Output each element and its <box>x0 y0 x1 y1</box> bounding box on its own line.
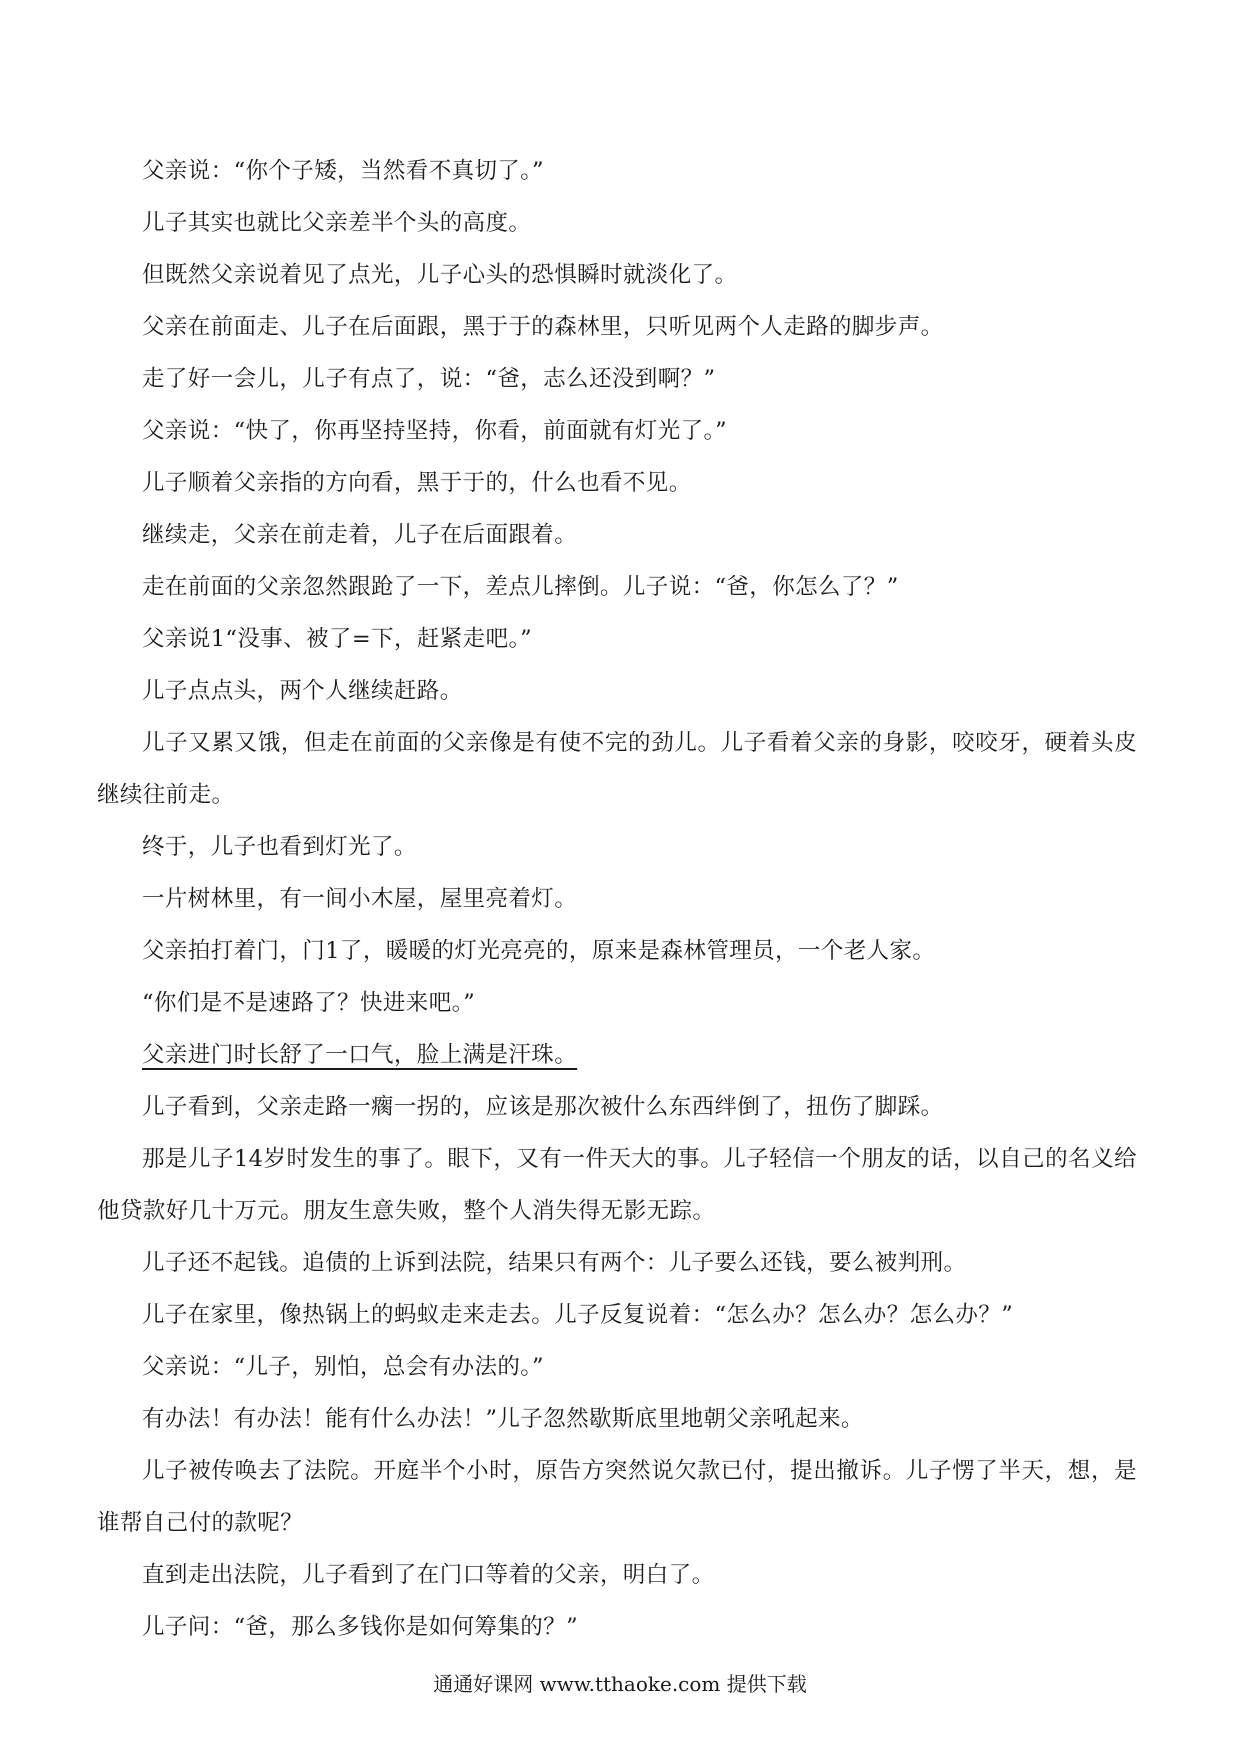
paragraph: 儿子顺着父亲指的方向看，黑于于的，什么也看不见。 <box>142 470 692 496</box>
paragraph: 直到走出法院，儿子看到了在门口等着的父亲，明白了。 <box>142 1562 715 1588</box>
paragraph: 儿子点点头，两个人继续赶路。 <box>142 678 463 704</box>
paragraph: 走在前面的父亲忽然跟跄了一下，差点儿摔倒。儿子说：“爸，你怎么了？” <box>142 574 899 600</box>
paragraph: 父亲说：“儿子，别怕，总会有办法的。” <box>142 1354 544 1380</box>
paragraph: 父亲在前面走、儿子在后面跟，黑于于的森林里，只听见两个人走路的脚步声。 <box>142 314 944 340</box>
paragraph: 儿子又累又饿，但走在前面的父亲像是有使不完的劲儿。儿子看着父亲的身影，咬咬牙，硬着头皮继续往前走。 <box>97 730 1137 808</box>
paragraph: 父亲说：“你个子矮，当然看不真切了。” <box>142 158 544 184</box>
paragraph: 走了好一会儿，儿子有点了，说：“爸，志么还没到啊？” <box>142 366 716 392</box>
article-body <box>97 145 1137 1653</box>
paragraph-underlined <box>97 1029 1137 1081</box>
paragraph: 儿子其实也就比父亲差半个头的高度。 <box>142 210 532 236</box>
paragraph: 有办法！有办法！能有什么办法！”儿子忽然歇斯底里地朝父亲吼起来。 <box>142 1406 864 1432</box>
paragraph: 儿子被传唤去了法院。开庭半个小时，原告方突然说欠款已付，提出撤诉。儿子愣了半天，想，是谁帮自己付的款呢？ <box>97 1458 1137 1536</box>
paragraph: 那是儿子14岁时发生的事了。眼下，又有一件天大的事。儿子轻信一个朋友的话，以自己的名义给他贷款好几十万元。朋友生意失败，整个人消失得无影无踪。 <box>97 1146 1137 1224</box>
paragraph: 但既然父亲说着见了点光，儿子心头的恐惧瞬时就淡化了。 <box>142 262 738 288</box>
page-footer: 通通好课网 www.tthaoke.com 提供下载 <box>433 1672 807 1696</box>
paragraph: 一片树林里，有一间小木屋，屋里亮着灯。 <box>142 886 578 912</box>
underlined-sentence: 父亲进门时长舒了一口气，脸上满是汗珠。 <box>142 1042 578 1068</box>
paragraph: 儿子看到，父亲走路一瘸一拐的，应该是那次被什么东西绊倒了，扭伤了脚踩。 <box>142 1094 944 1120</box>
paragraph: 儿子还不起钱。追债的上诉到法院，结果只有两个：儿子要么还钱，要么被判刑。 <box>142 1250 967 1276</box>
paragraph: 儿子在家里，像热锅上的蚂蚁走来走去。儿子反复说着：“怎么办？怎么办？怎么办？” <box>142 1302 1014 1328</box>
paragraph: 父亲说1“没事、被了=下，赶紧走吧。” <box>142 626 533 652</box>
paragraph: “你们是不是速路了？快进来吧。” <box>142 990 476 1016</box>
paragraph: 儿子问：“爸，那么多钱你是如何筹集的？” <box>142 1614 579 1640</box>
paragraph: 父亲拍打着门，门1了，暖暖的灯光亮亮的，原来是森林管理员，一个老人家。 <box>142 938 936 964</box>
paragraph: 父亲说：“快了，你再坚持坚持，你看，前面就有灯光了。” <box>142 418 728 444</box>
paragraph: 继续走，父亲在前走着，儿子在后面跟着。 <box>142 522 578 548</box>
paragraph: 终于，儿子也看到灯光了。 <box>142 834 417 860</box>
